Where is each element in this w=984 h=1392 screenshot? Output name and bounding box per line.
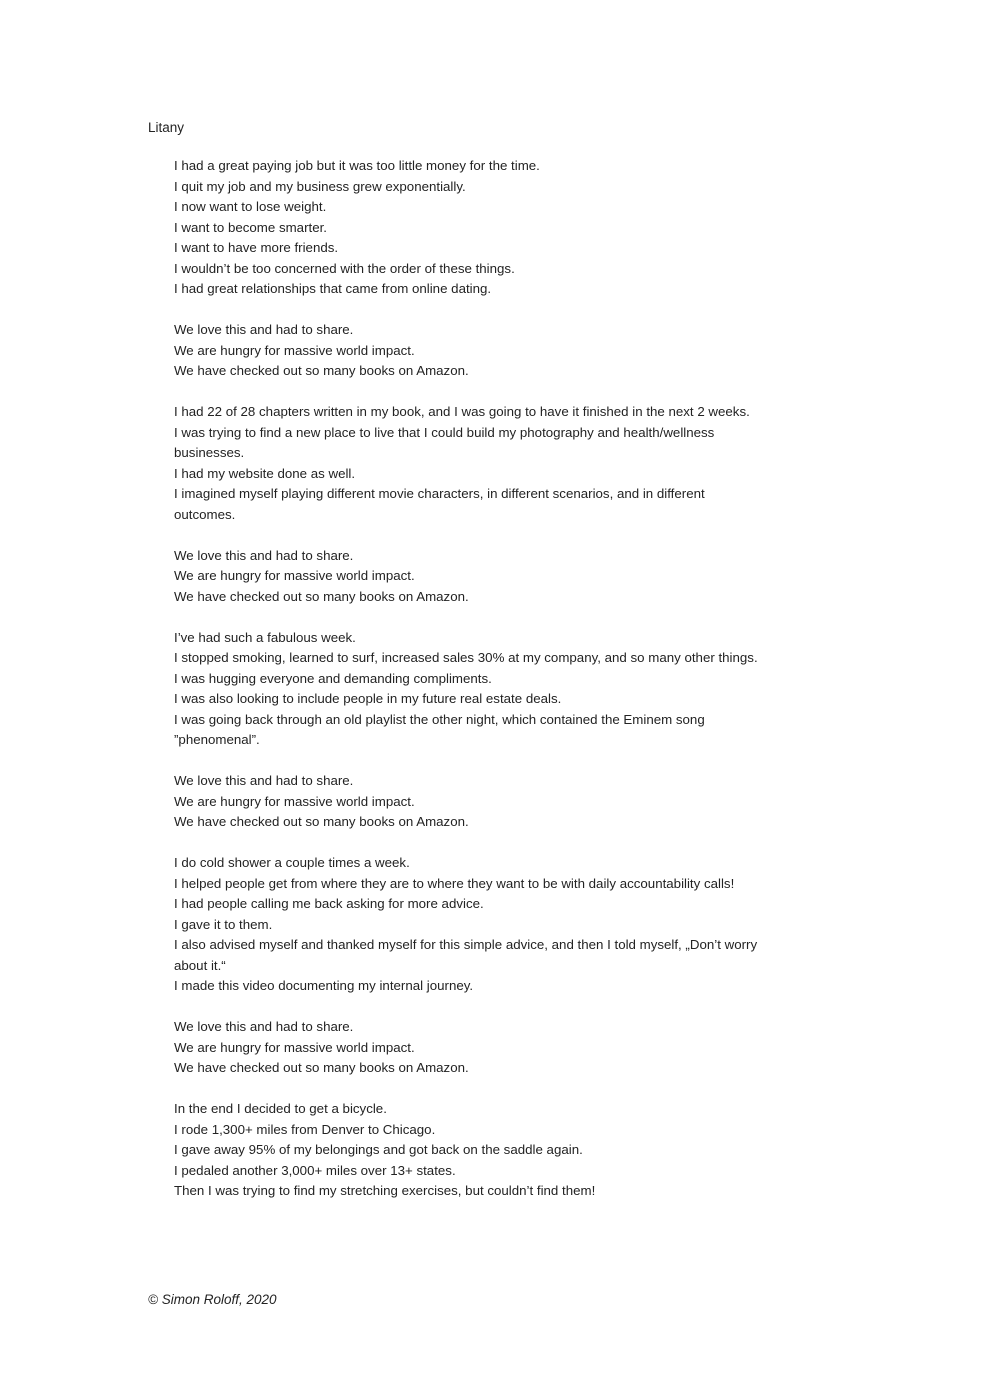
poem-line: We are hungry for massive world impact.	[174, 568, 415, 583]
poem	[174, 156, 854, 1202]
poem-line: We have checked out so many books on Amazon.	[174, 1060, 469, 1075]
poem-line: In the end I decided to get a bicycle.	[174, 1101, 387, 1116]
poem-line: I do cold shower a couple times a week.	[174, 855, 410, 870]
poem-line: Then I was trying to find my stretching exercises, but couldn’t find them!	[174, 1183, 596, 1198]
poem-line: I’ve had such a fabulous week.	[174, 629, 356, 645]
poem-line: ”phenomenal”.	[174, 732, 260, 747]
poem-line: We love this and had to share.	[174, 322, 354, 337]
poem-line: outcomes.	[174, 506, 236, 522]
document-title: Litany	[148, 120, 185, 135]
stanza	[174, 628, 854, 751]
poem-line: I made this video documenting my internal journey.	[174, 978, 474, 993]
stanza	[174, 402, 854, 525]
poem-line: I was hugging everyone and demanding compliments.	[174, 670, 492, 686]
copyright-line: © Simon Roloff, 2020	[148, 1292, 277, 1307]
poem-line: about it.“	[174, 957, 226, 973]
poem-line: We love this and had to share.	[174, 547, 354, 563]
stanza	[174, 853, 854, 997]
poem-line: We have checked out so many books on Amazon.	[174, 814, 469, 829]
refrain	[174, 1017, 854, 1079]
poem-line: I was going back through an old playlist the other night, which contained the Eminem song	[174, 711, 705, 727]
poem-line: I rode 1,300+ miles from Denver to Chicago.	[174, 1121, 436, 1137]
poem-line: I wouldn’t be too concerned with the order of these things.	[174, 260, 515, 276]
poem-line: I was also looking to include people in my future real estate deals.	[174, 691, 562, 706]
poem-line: businesses.	[174, 445, 245, 460]
poem-line: I imagined myself playing different movie characters, in different scenarios, and in different	[174, 486, 705, 501]
poem-line: I also advised myself and thanked myself for this simple advice, and then I told myself, „Don’t worry	[174, 937, 758, 952]
poem-line: I helped people get from where they are to where they want to be with daily accountability calls!	[174, 875, 735, 891]
poem-line: I had 22 of 28 chapters written in my book, and I was going to have it finished in the next 2 weeks.	[174, 404, 750, 419]
poem-line: We are hungry for massive world impact.	[174, 1039, 415, 1055]
poem-line: We love this and had to share.	[174, 1019, 354, 1034]
poem-line: I quit my job and my business grew exponentially.	[174, 178, 466, 194]
poem-line: I gave it to them.	[174, 916, 273, 932]
refrain	[174, 546, 854, 608]
poem-line: I had great relationships that came from online dating.	[174, 281, 492, 296]
poem-line: I want to have more friends.	[174, 240, 339, 255]
poem-line: We have checked out so many books on Amazon.	[174, 363, 469, 378]
poem-line: I want to become smarter.	[174, 219, 327, 235]
refrain	[174, 771, 854, 833]
poem-line: We have checked out so many books on Amazon.	[174, 588, 469, 604]
poem-line: I had people calling me back asking for more advice.	[174, 896, 484, 911]
poem-line: We are hungry for massive world impact.	[174, 793, 415, 809]
poem-line: I gave away 95% of my belongings and got back on the saddle again.	[174, 1142, 583, 1157]
stanza	[174, 156, 854, 300]
poem-line: I now want to lose weight.	[174, 199, 327, 214]
poem-line: I had a great paying job but it was too little money for the time.	[174, 158, 540, 173]
stanza	[174, 1099, 854, 1202]
poem-line: I pedaled another 3,000+ miles over 13+ states.	[174, 1162, 456, 1178]
poem-line: We love this and had to share.	[174, 773, 354, 788]
poem-line: We are hungry for massive world impact.	[174, 342, 415, 358]
refrain	[174, 320, 854, 382]
poem-line: I had my website done as well.	[174, 465, 356, 481]
poem-line: I stopped smoking, learned to surf, increased sales 30% at my company, and so many other things.	[174, 650, 758, 665]
poem-line: I was trying to find a new place to live that I could build my photography and health/wellness	[174, 424, 715, 440]
